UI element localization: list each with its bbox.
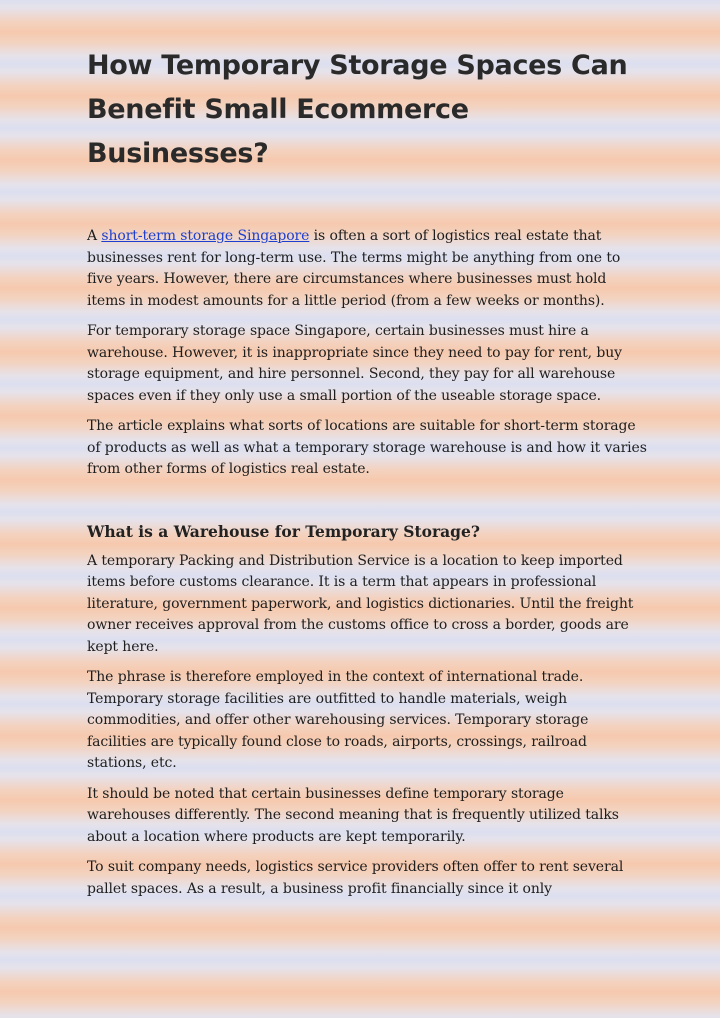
document-page <box>87 44 647 909</box>
section-paragraph: The phrase is therefore employed in the context of international trade. Temporary storage facilities are outfitted to handle materials, weigh commodities, and offer other warehousing services. Temporary storage facilities are typically found close to roads, airports, crossings, railroad stations, etc. <box>87 669 589 771</box>
section-paragraph: A temporary Packing and Distribution Service is a location to keep imported items before customs clearance. It is a term that appears in professional literature, government paperwork, and logistics dictionaries. Until the freight owner receives approval from the customs office to cross a border, goods are kept here. <box>87 552 634 655</box>
section-paragraph: It should be noted that certain businesses define temporary storage warehouses differently. The second meaning that is frequently utilized talks about a location where products are kept temporarily. <box>87 785 619 845</box>
short-term-storage-link[interactable]: short-term storage Singapore <box>101 228 310 244</box>
intro-suffix: is often a sort of logistics real estate that businesses rent for long-term use. The terms might be anything from one to five years. However, there are circumstances where businesses must hold items in modest amounts for a little period (from a few weeks or months). <box>87 228 621 309</box>
intro-prefix: A <box>87 228 102 244</box>
paragraph: For temporary storage space Singapore, certain businesses must hire a warehouse. However, it is inappropriate since they need to pay for rent, buy storage equipment, and hire personnel. Second, they pay for all warehouse spaces even if they only use a small portion of the useable storage space. <box>87 323 622 404</box>
paragraph: The article explains what sorts of locations are suitable for short-term storage of products as well as what a temporary storage warehouse is and how it varies from other forms of logistics real estate. <box>87 418 647 477</box>
page-title: How Temporary Storage Spaces Can Benefit Small Ecommerce Businesses? <box>87 50 628 169</box>
intro-paragraph <box>87 226 647 312</box>
section-heading: What is a Warehouse for Temporary Storage? <box>87 521 480 541</box>
section-paragraph: To suit company needs, logistics service providers often offer to rent several pallet spaces. As a result, a business profit financially since it only <box>87 859 624 897</box>
